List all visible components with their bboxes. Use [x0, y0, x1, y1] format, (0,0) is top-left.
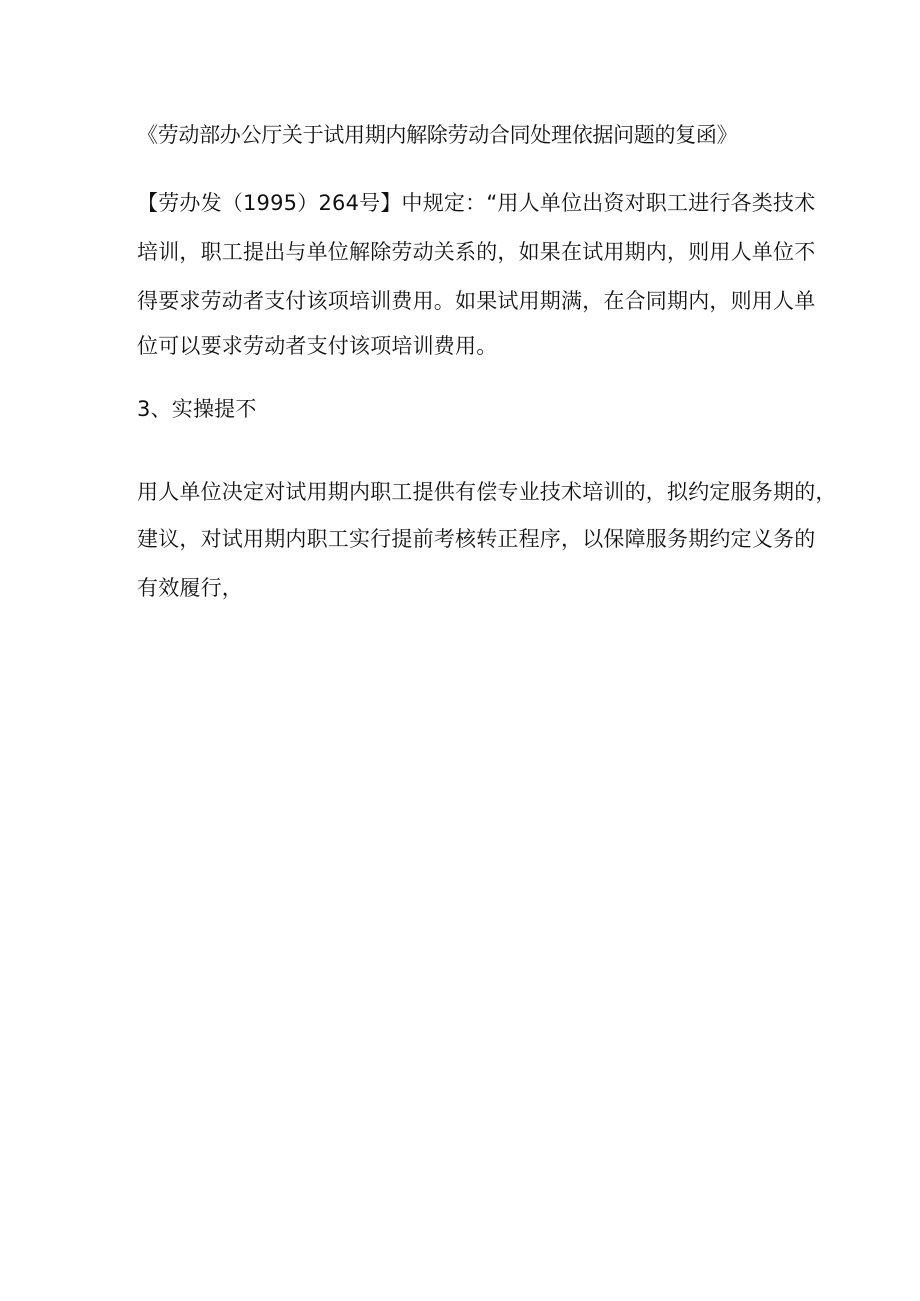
document-title: 《劳动部办公厅关于试用期内解除劳动合同处理依据问题的复函》: [137, 123, 738, 147]
paragraph-line: 位可以要求劳动者支付该项培训费用。: [137, 334, 498, 358]
paragraph-line: 有效履行，: [137, 576, 243, 600]
section-heading: 3、实操提不: [137, 397, 257, 421]
paragraph-line: 【劳办发（1995）264号】中规定：“用人单位出资对职工进行各类技术: [137, 191, 816, 215]
paragraph-line: 建议，对试用期内职工实行提前考核转正程序，以保障服务期约定义务的: [137, 527, 816, 551]
paragraph-line: 得要求劳动者支付该项培训费用。如果试用期满，在合同期内，则用人单: [137, 289, 816, 313]
paragraph-line: 培训，职工提出与单位解除劳动关系的，如果在试用期内，则用人单位不: [137, 240, 816, 264]
paragraph-line: 用人单位决定对试用期内职工提供有偿专业技术培训的，拟约定服务期的，: [137, 480, 837, 504]
